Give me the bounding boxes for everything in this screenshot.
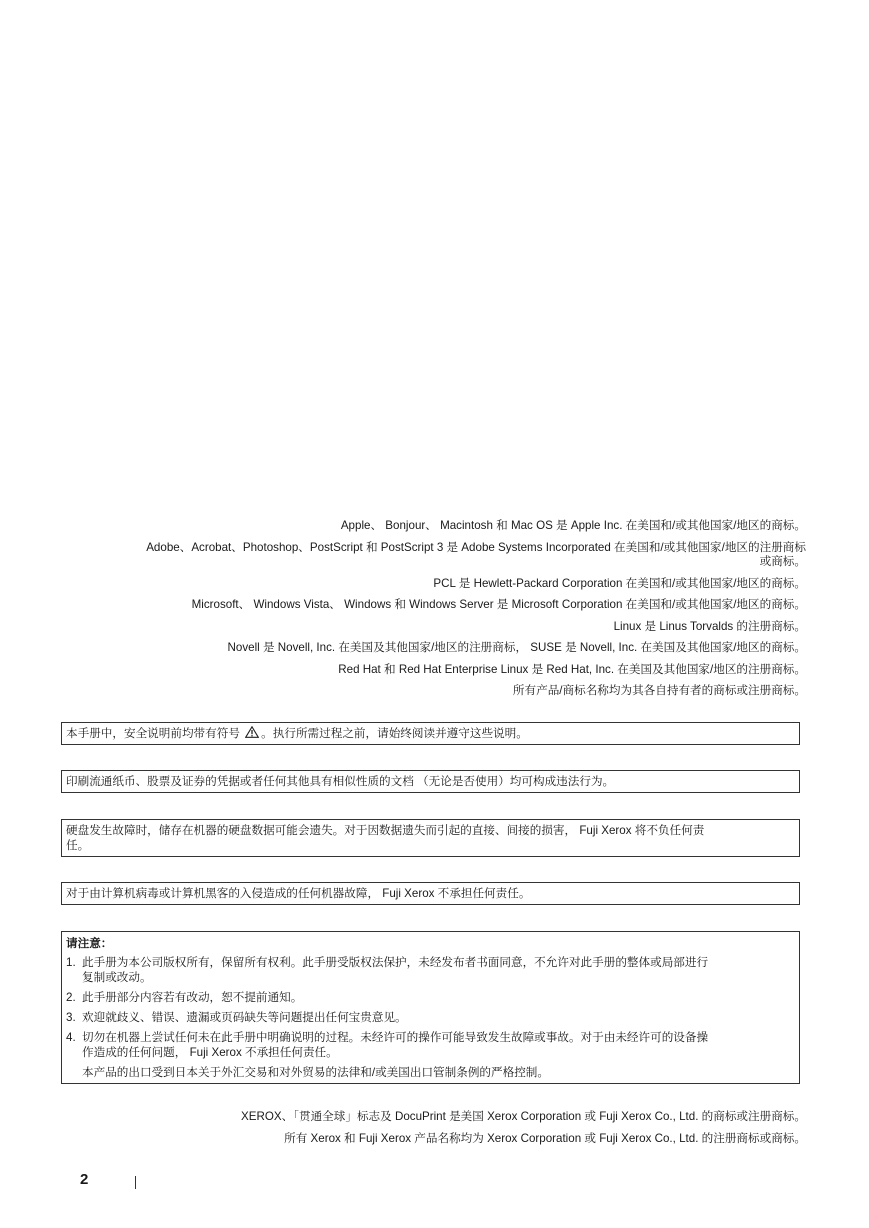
page-number-divider <box>135 1176 136 1189</box>
disk-failure-notice-box: 硬盘发生故障时，储存在机器的硬盘数据可能会遗失。对于因数据遗失而引起的直接、间接的损害， Fuji Xerox 将不负任何责 任。 <box>61 819 800 857</box>
trademark-apple: Apple、 Bonjour、 Macintosh 和 Mac OS 是 Apple Inc. 在美国和/或其他国家/地区的商标。 <box>340 519 806 532</box>
notice-item-4: 4. 切勿在机器上尝试任何未在此手册中明确说明的过程。未经许可的操作可能导致发生故障或事故。对于由未经许可的设备操 作造成的任何问题， Fuji Xerox 不承担任何责任。 <box>66 1031 709 1059</box>
please-note-box <box>61 931 800 1084</box>
trademark-microsoft: Microsoft、 Windows Vista、 Windows 和 Windows Server 是 Microsoft Corporation 在美国和/或其他国家/地区的商标。 <box>191 598 806 611</box>
virus-notice-box: 对于由计算机病毒或计算机黑客的入侵造成的任何机器故障， Fuji Xerox 不承担任何责任。 <box>61 882 800 905</box>
notice-item-2: 2. 此手册部分内容若有改动，恕不提前通知。 <box>66 991 303 1004</box>
safety-notice-box: 本手册中，安全说明前均带有符号 。执行所需过程之前，请始终阅读并遵守这些说明。 <box>61 722 800 745</box>
please-note-title: 请注意： <box>66 937 113 950</box>
notice-item-1: 1. 此手册为本公司版权所有，保留所有权利。此手册受版权法保护，未经发布者书面同意，不允许对此手册的整体或局部进行 复制或改动。 <box>66 956 709 984</box>
xerox-products-trademark-line: 所有 Xerox 和 Fuji Xerox 产品名称均为 Xerox Corporation 或 Fuji Xerox Co., Ltd. 的注册商标或商标。 <box>284 1132 806 1145</box>
trademark-adobe: Adobe、Acrobat、Photoshop、PostScript 和 PostScript 3 是 Adobe Systems Incorporated 在美国和/或其他国家/地区的注册商标 或商标。 <box>146 540 806 568</box>
counterfeit-notice-box: 印刷流通纸币、股票及证券的凭据或者任何其他具有相似性质的文档 （无论是否使用）均可构成违法行为。 <box>61 770 800 793</box>
xerox-trademark-line: XEROX、「贯通全球」标志及 DocuPrint 是美国 Xerox Corporation 或 Fuji Xerox Co., Ltd. 的商标或注册商标。 <box>241 1110 806 1123</box>
export-control-note: 本产品的出口受到日本关于外汇交易和对外贸易的法律和/或美国出口管制条例的严格控制。 <box>82 1066 549 1079</box>
warning-triangle-icon <box>245 726 259 738</box>
page-number: 2 <box>80 1171 89 1188</box>
trademark-list <box>58 519 806 706</box>
trademark-novell: Novell 是 Novell, Inc. 在美国及其他国家/地区的注册商标， SUSE 是 Novell, Inc. 在美国及其他国家/地区的商标。 <box>227 641 806 654</box>
trademark-pcl: PCL 是 Hewlett-Packard Corporation 在美国和/或其他国家/地区的商标。 <box>433 576 806 590</box>
notice-item-3: 3. 欢迎就歧义、错误、遗漏或页码缺失等问题提出任何宝贵意见。 <box>66 1011 407 1024</box>
trademark-redhat: Red Hat 和 Red Hat Enterprise Linux 是 Red Hat, Inc. 在美国及其他国家/地区的注册商标。 <box>338 662 806 676</box>
trademark-all-products: 所有产品/商标名称均为其各自持有者的商标或注册商标。 <box>512 684 806 697</box>
trademark-linux: Linux 是 Linus Torvalds 的注册商标。 <box>613 619 806 633</box>
